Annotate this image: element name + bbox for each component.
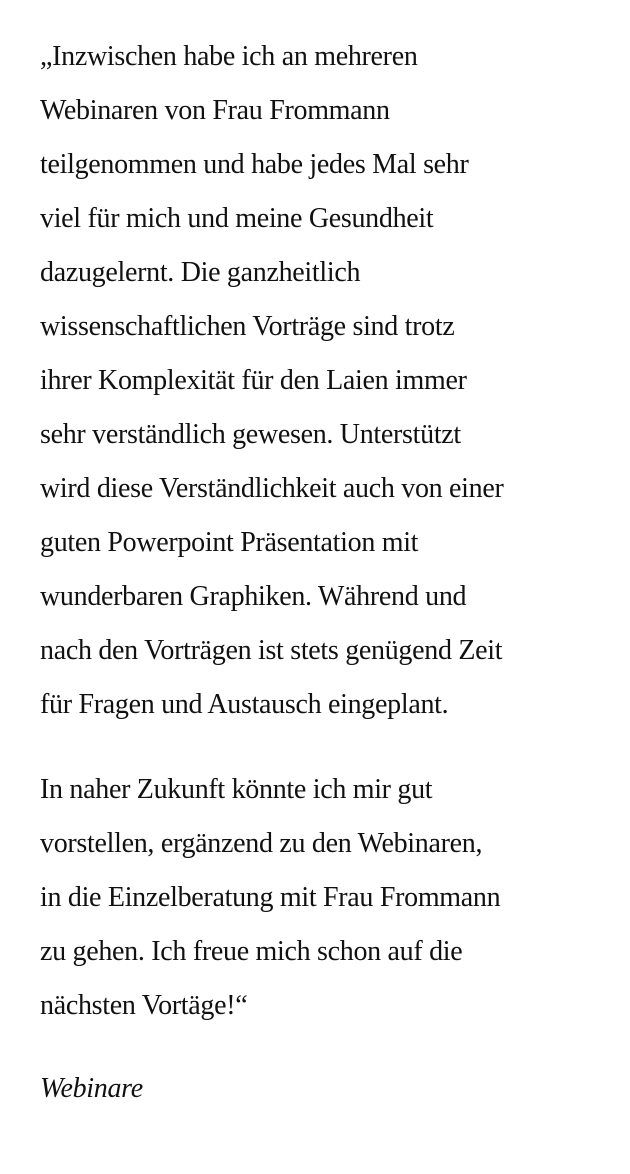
text-line: In naher Zukunft könnte ich mir gut xyxy=(40,774,433,805)
text-line: ihrer Komplexität für den Laien immer xyxy=(40,365,467,396)
text-line: teilgenommen und habe jedes Mal sehr xyxy=(40,149,469,180)
text-line: wird diese Verständlichkeit auch von einer xyxy=(40,473,504,504)
text-line: nach den Vorträgen ist stets genügend Zeit xyxy=(40,635,503,666)
text-line: wissenschaftlichen Vorträge sind trotz xyxy=(40,311,455,342)
testimonial-paragraph-1 xyxy=(40,30,610,732)
text-line: guten Powerpoint Präsentation mit xyxy=(40,527,419,558)
text-line: zu gehen. Ich freue mich schon auf die xyxy=(40,936,463,967)
text-line: in die Einzelberatung mit Frau Frommann xyxy=(40,882,501,913)
text-line: dazugelernt. Die ganzheitlich xyxy=(40,257,361,288)
text-line: für Fragen und Austausch eingeplant. xyxy=(40,689,449,720)
text-line: viel für mich und meine Gesundheit xyxy=(40,203,434,234)
text-line: nächsten Vortäge!“ xyxy=(40,990,248,1021)
testimonial-paragraph-2 xyxy=(40,763,610,1033)
testimonial-caption: Webinare xyxy=(40,1073,143,1104)
testimonial xyxy=(40,30,610,1116)
text-line: Webinaren von Frau Frommann xyxy=(40,95,390,126)
text-line: vorstellen, ergänzend zu den Webinaren, xyxy=(40,828,483,859)
text-line: sehr verständlich gewesen. Unterstützt xyxy=(40,419,461,450)
text-line: „Inzwischen habe ich an mehreren xyxy=(40,41,418,72)
text-line: wunderbaren Graphiken. Während und xyxy=(40,581,467,612)
